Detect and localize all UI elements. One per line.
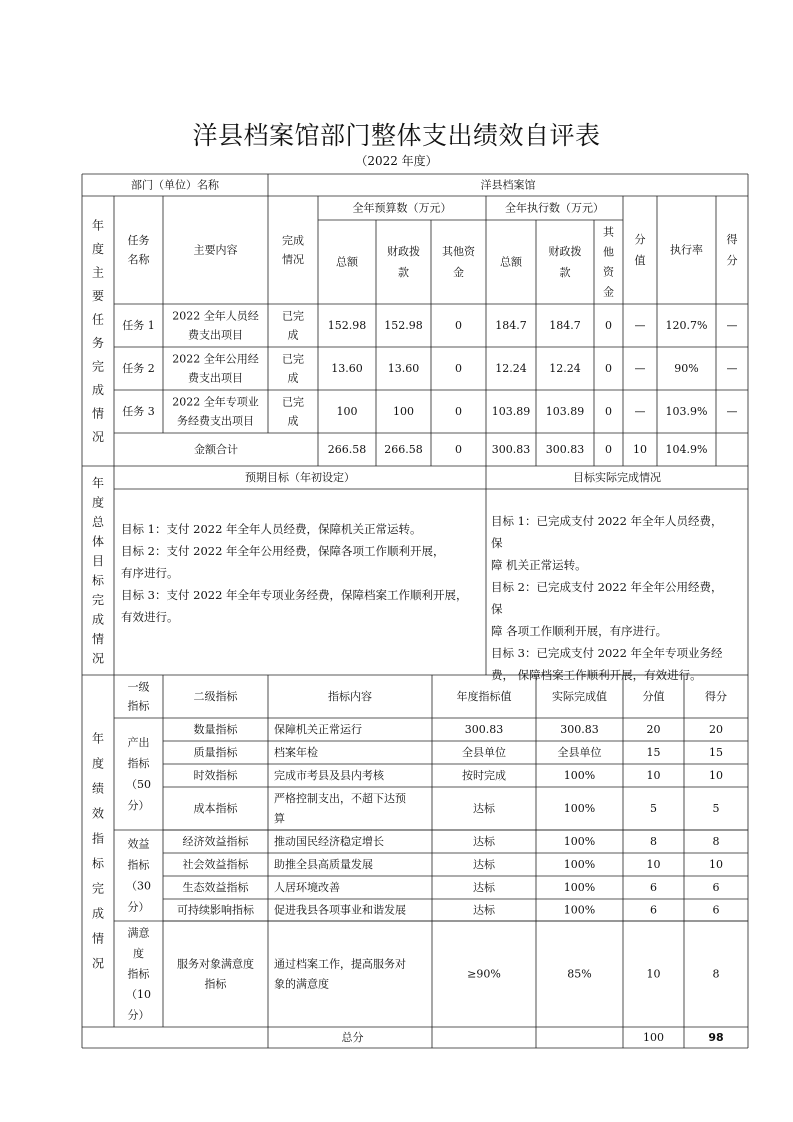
- header-score-value: 分: [634, 233, 646, 246]
- budget-total: 152.98: [327, 319, 367, 332]
- indicator-score: 15: [709, 746, 723, 759]
- sum-exec-other: 0: [605, 443, 612, 456]
- section-performance-label: 年: [91, 731, 105, 746]
- budget-total: 100: [336, 405, 358, 418]
- group-output-label: 分）: [127, 799, 150, 812]
- indicator-score: 6: [712, 881, 720, 894]
- actual-line: 目标 1：已完成支付 2022 年全年人员经费，保: [491, 514, 723, 550]
- task-score: —: [726, 362, 738, 375]
- indicator-level2: 质量指标: [193, 746, 238, 759]
- section-goals-label: 标: [91, 573, 105, 588]
- header-exec-fiscal: 财政拨: [548, 245, 582, 258]
- year-subtitle: （2022 年度）: [355, 154, 438, 168]
- sum-exec-fiscal: 300.83: [545, 443, 585, 456]
- indicator-content: 促进我县各项事业和谐发展: [274, 903, 406, 917]
- indicator-target: 300.83: [464, 723, 504, 736]
- indicator-content: 人居环境改善: [274, 881, 340, 894]
- indicator-level2: 指标: [204, 977, 227, 991]
- task-name: 任务 1: [122, 319, 155, 332]
- indicator-target: 达标: [473, 835, 495, 848]
- task-content: 费支出项目: [188, 328, 243, 342]
- header-exec-fiscal: 款: [559, 266, 571, 279]
- indicator-level2: 时效指标: [193, 769, 238, 782]
- indicator-content: 助推全县高质量发展: [274, 858, 373, 871]
- sum-budget-total: 266.58: [327, 443, 367, 456]
- indicator-content: 算: [274, 812, 285, 825]
- task-score: —: [726, 319, 738, 332]
- indicator-actual: 100%: [563, 858, 596, 871]
- goal-line: 目标 2：支付 2022 年全年公用经费，保障各项工作顺利开展，: [121, 544, 445, 558]
- task-content: 2022 全年专项业: [172, 395, 259, 409]
- header-exec-other: 金: [603, 285, 614, 299]
- section-performance-label: 况: [91, 956, 105, 971]
- indicator-actual: 100%: [563, 769, 596, 782]
- actual-goals-text: [491, 510, 731, 686]
- indicator-weight: 6: [650, 903, 657, 917]
- header-annual-target: 年度指标值: [456, 690, 512, 703]
- dept-name: 洋县档案馆: [480, 178, 536, 192]
- indicator-score: 10: [709, 769, 723, 782]
- indicator-actual: 85%: [567, 967, 592, 981]
- actual-line: 障 各项工作顺利开展，有序进行。: [491, 624, 668, 638]
- section-goals-label: 度: [91, 495, 105, 510]
- goal-line: 有效进行。: [121, 610, 179, 624]
- header-actual-value: 实际完成值: [552, 690, 607, 703]
- page-title: 洋县档案馆部门整体支出绩效自评表: [192, 121, 601, 150]
- header-main-content: 主要内容: [193, 243, 238, 257]
- section-performance-label: 完: [91, 881, 105, 896]
- section-performance-label: 情: [91, 931, 105, 946]
- task-exec-rate: 90%: [674, 362, 699, 375]
- group-satisfaction-label: 分）: [127, 1008, 150, 1022]
- task-weight: —: [634, 319, 646, 332]
- header-budget: 全年预算数（万元）: [352, 201, 452, 215]
- section-goals-label: 总: [91, 514, 105, 529]
- header-score: 分: [726, 254, 738, 267]
- section-goals-label: 体: [91, 534, 105, 549]
- header-budget-total: 总额: [336, 255, 358, 269]
- indicator-content: 推动国民经济稳定增长: [274, 835, 384, 848]
- sum-label: 金额合计: [194, 443, 238, 456]
- group-output-label: 指标: [127, 757, 150, 770]
- section-tasks-label: 务: [91, 335, 105, 350]
- indicator-level2: 数量指标: [193, 723, 238, 736]
- indicator-level2: 经济效益指标: [182, 835, 249, 848]
- indicator-target: 达标: [473, 881, 495, 894]
- task-content: 2022 全年人员经: [172, 309, 259, 323]
- exec-other: 0: [605, 362, 612, 375]
- section-performance-label: 标: [91, 856, 105, 871]
- task-exec-rate: 103.9%: [665, 405, 708, 418]
- indicator-content: 保障机关正常运行: [274, 723, 362, 736]
- indicator-score: 20: [709, 723, 723, 736]
- budget-total: 13.60: [331, 362, 363, 375]
- section-tasks-label: 任: [91, 312, 105, 327]
- group-satisfaction-label: 指标: [127, 967, 150, 981]
- section-goals-label: 成: [91, 612, 105, 627]
- group-satisfaction-label: 满意: [127, 926, 150, 940]
- indicator-content: 通过档案工作，提高服务对: [274, 957, 406, 971]
- total-weight: 100: [643, 1031, 664, 1044]
- header-exec-other: 他: [603, 245, 614, 259]
- sum-weight: 10: [633, 443, 647, 456]
- section-tasks-label: 况: [91, 429, 105, 444]
- task-content: 2022 全年公用经: [172, 352, 259, 366]
- indicator-level2: 成本指标: [193, 802, 238, 815]
- indicator-actual: 全县单位: [557, 746, 602, 759]
- header-budget-fiscal: 财政拨: [387, 245, 420, 258]
- header-exec-other: 其: [603, 225, 614, 239]
- indicator-weight: 15: [646, 746, 661, 759]
- indicator-score: 6: [712, 903, 720, 917]
- actual-line: 费， 保障档案工作顺利开展，有效进行。: [491, 668, 702, 682]
- section-performance-label: 绩: [91, 781, 105, 796]
- section-tasks-label: 完: [91, 359, 105, 374]
- header-level2: 二级指标: [193, 690, 238, 703]
- header-budget-other: 其他资: [442, 245, 475, 258]
- budget-fiscal: 100: [393, 405, 414, 418]
- indicator-score: 8: [712, 967, 720, 981]
- dept-label: 部门（单位）名称: [131, 178, 219, 192]
- indicator-weight: 10: [646, 967, 661, 981]
- indicator-weight: 5: [650, 802, 657, 815]
- section-tasks-label: 成: [91, 382, 105, 397]
- indicator-score: 10: [709, 858, 723, 871]
- indicator-level2: 服务对象满意度: [177, 957, 254, 971]
- section-tasks-label: 主: [91, 265, 105, 280]
- header-task-name: 任务: [127, 234, 150, 247]
- section-performance-label: 成: [91, 906, 105, 921]
- indicator-level2: 社会效益指标: [182, 858, 249, 871]
- sum-exec-rate: 104.9%: [665, 443, 708, 456]
- exec-other: 0: [605, 405, 612, 418]
- indicator-actual: 100%: [563, 802, 596, 815]
- actual-line: 障 机关正常运转。: [491, 558, 587, 572]
- group-benefit-label: （30: [126, 879, 151, 893]
- goal-line: 有序进行。: [121, 566, 179, 580]
- task-status: 已完: [282, 395, 304, 409]
- budget-other: 0: [455, 405, 462, 418]
- section-tasks-label: 年: [91, 218, 105, 233]
- indicator-content: 完成市考县及县内考核: [274, 769, 384, 782]
- indicator-content: 档案年检: [274, 746, 318, 759]
- header-indicator-content: 指标内容: [328, 690, 372, 703]
- indicator-weight: 10: [646, 769, 661, 782]
- section-tasks-label: 情: [91, 406, 105, 421]
- indicator-weight: 8: [650, 835, 657, 848]
- indicator-actual: 100%: [563, 903, 596, 917]
- header-budget-fiscal: 款: [398, 266, 409, 279]
- header-level1: 一级: [127, 680, 150, 694]
- goal-line: 目标 1：支付 2022 年全年人员经费，保障机关正常运转。: [121, 522, 422, 536]
- indicator-target: 达标: [473, 802, 495, 815]
- indicator-actual: 100%: [563, 881, 596, 894]
- task-content: 费支出项目: [188, 371, 243, 385]
- expected-goals-text: [121, 518, 481, 628]
- task-weight: —: [634, 405, 646, 418]
- header-score: 得: [726, 233, 738, 246]
- task-exec-rate: 120.7%: [665, 319, 708, 332]
- header-score-value: 值: [634, 254, 646, 267]
- total-label: 总分: [341, 1031, 364, 1044]
- indicator-actual: 100%: [563, 835, 596, 848]
- group-output-label: 产出: [127, 736, 150, 749]
- header-budget-other: 金: [453, 266, 464, 279]
- exec-total: 12.24: [495, 362, 527, 375]
- group-benefit-label: 效益: [127, 837, 150, 851]
- budget-fiscal: 152.98: [384, 319, 423, 332]
- task-status: 成: [287, 328, 299, 342]
- section-tasks-label: 要: [91, 288, 105, 303]
- indicator-target: 按时完成: [462, 769, 506, 782]
- task-status: 已完: [282, 352, 304, 366]
- section-goals-label: 目: [91, 553, 105, 568]
- section-performance-label: 指: [91, 831, 105, 846]
- header-weight: 分值: [642, 690, 665, 703]
- indicator-weight: 6: [650, 881, 657, 894]
- header-completion: 情况: [282, 253, 304, 266]
- exec-total: 103.89: [491, 405, 531, 418]
- indicator-level2: 生态效益指标: [182, 881, 249, 894]
- exec-other: 0: [605, 319, 612, 332]
- header-task-name: 名称: [127, 253, 150, 266]
- sum-budget-other: 0: [455, 443, 462, 456]
- task-status: 成: [287, 371, 299, 385]
- actual-line: 目标 3：已完成支付 2022 年全年专项业务经: [491, 646, 723, 660]
- section-performance-label: 度: [91, 756, 105, 771]
- group-satisfaction-label: 度: [133, 947, 144, 960]
- task-status: 成: [287, 414, 299, 428]
- group-benefit-label: 分）: [127, 900, 150, 914]
- exec-total: 184.7: [495, 319, 527, 332]
- task-content: 务经费支出项目: [177, 414, 254, 428]
- task-status: 已完: [282, 309, 304, 323]
- indicator-level2: 可持续影响指标: [177, 903, 254, 917]
- header-exec-total: 总额: [500, 255, 522, 269]
- indicator-score: 8: [712, 835, 720, 848]
- budget-other: 0: [455, 362, 462, 375]
- actual-goals-header: 目标实际完成情况: [573, 471, 661, 484]
- task-name: 任务 2: [122, 362, 155, 375]
- indicator-actual: 300.83: [560, 723, 599, 736]
- indicator-target: ≥90%: [467, 967, 501, 981]
- section-goals-label: 年: [91, 475, 105, 490]
- exec-fiscal: 12.24: [549, 362, 581, 375]
- indicator-target: 全县单位: [462, 746, 506, 759]
- indicator-target: 达标: [473, 903, 495, 917]
- section-goals-label: 情: [91, 631, 105, 646]
- exec-fiscal: 103.89: [545, 405, 585, 418]
- section-performance-label: 效: [91, 806, 105, 821]
- header-exec-other: 资: [603, 265, 614, 279]
- sum-budget-fiscal: 266.58: [384, 443, 423, 456]
- group-benefit-label: 指标: [127, 858, 150, 872]
- task-weight: —: [634, 362, 646, 375]
- header-completion: 完成: [282, 234, 304, 247]
- sum-exec-total: 300.83: [491, 443, 531, 456]
- indicator-weight: 10: [646, 858, 661, 871]
- group-satisfaction-label: （10: [126, 988, 151, 1001]
- budget-other: 0: [455, 319, 462, 332]
- indicator-weight: 20: [646, 723, 661, 736]
- indicator-target: 达标: [473, 858, 495, 871]
- indicator-content: 严格控制支出，不超下达预: [274, 792, 406, 805]
- section-tasks-label: 度: [91, 241, 105, 256]
- header-score: 得分: [705, 690, 727, 703]
- task-name: 任务 3: [122, 405, 155, 418]
- section-goals-label: 况: [91, 651, 105, 666]
- indicator-content: 象的满意度: [274, 977, 329, 991]
- header-exec: 全年执行数（万元）: [505, 201, 604, 215]
- header-exec-rate: 执行率: [670, 243, 703, 257]
- header-level1: 指标: [127, 699, 150, 713]
- expected-goals-header: 预期目标（年初设定）: [245, 471, 355, 484]
- task-score: —: [726, 405, 738, 418]
- actual-line: 目标 2：已完成支付 2022 年全年公用经费，保: [491, 580, 723, 616]
- group-output-label: （50: [126, 778, 151, 791]
- budget-fiscal: 13.60: [387, 362, 420, 375]
- total-score: 98: [708, 1031, 724, 1044]
- exec-fiscal: 184.7: [549, 319, 581, 332]
- goal-line: 目标 3：支付 2022 年全年专项业务经费，保障档案工作顺利开展，: [121, 588, 468, 602]
- indicator-score: 5: [712, 802, 720, 815]
- section-goals-label: 完: [91, 592, 105, 607]
